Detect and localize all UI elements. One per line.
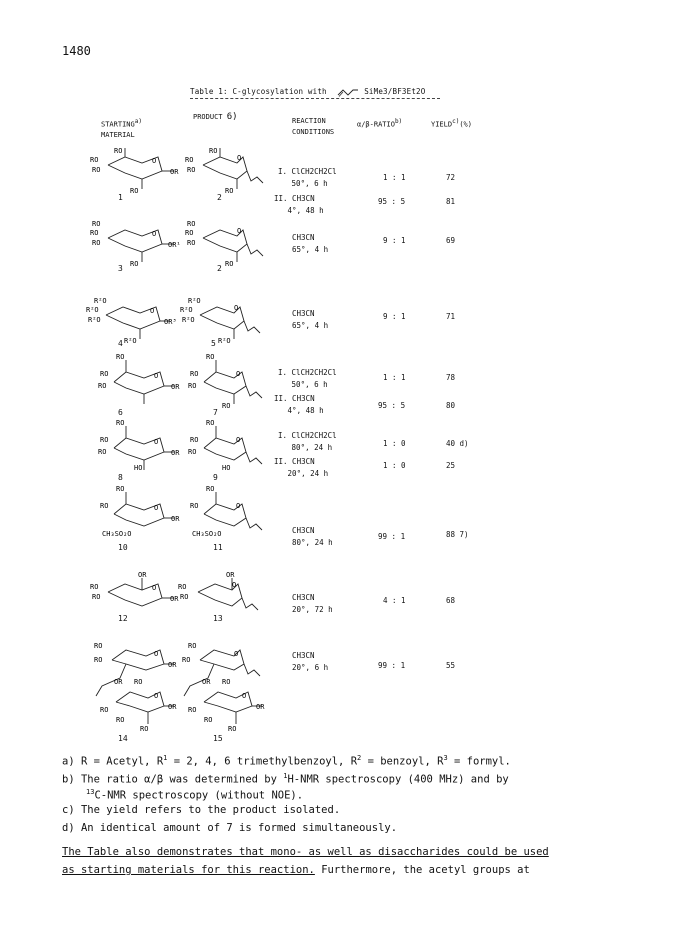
svg-text:O: O xyxy=(154,692,159,700)
caption-divider xyxy=(190,98,440,99)
svg-text:O: O xyxy=(236,370,241,378)
header-ratio: α/β-RATIO$^{b)}$ xyxy=(357,118,403,129)
svg-text:RO: RO xyxy=(94,656,103,664)
svg-text:O: O xyxy=(150,307,155,315)
svg-text:RO: RO xyxy=(222,402,231,409)
svg-text:RO: RO xyxy=(206,354,215,361)
svg-text:RO: RO xyxy=(134,678,143,686)
compound-number: 9 xyxy=(213,473,218,482)
svg-text:OR: OR xyxy=(171,383,180,391)
compound-number: 2 xyxy=(217,193,222,202)
footnote-b-cont: $^{13}$C-NMR spectroscopy (without NOE). xyxy=(86,788,304,802)
svg-text:RO: RO xyxy=(190,436,199,444)
svg-text:RO: RO xyxy=(180,593,189,601)
conditions-cell: II. CH3CN 4°, 48 h xyxy=(274,394,324,415)
svg-text:RO: RO xyxy=(182,656,191,664)
footnote-d: d) An identical amount of 7 is formed simultaneously. xyxy=(62,822,398,834)
conditions-cell: CH3CN 65°, 4 h xyxy=(292,233,329,254)
svg-text:RO: RO xyxy=(116,716,125,724)
svg-text:OR: OR xyxy=(168,703,177,711)
header-yield: YIELD$^{c)}$(%) xyxy=(431,118,472,129)
svg-text:O: O xyxy=(237,227,242,235)
compound-number: 4 xyxy=(118,339,123,348)
svg-text:O: O xyxy=(236,436,241,444)
conditions-cell: II. CH3CN 20°, 24 h xyxy=(274,457,329,478)
svg-text:OR: OR xyxy=(226,572,235,579)
svg-text:RO: RO xyxy=(188,448,197,456)
svg-text:OR: OR xyxy=(171,515,180,523)
svg-text:R²O: R²O xyxy=(182,316,195,324)
svg-text:RO: RO xyxy=(190,370,199,378)
svg-text:O: O xyxy=(242,692,247,700)
svg-text:O: O xyxy=(236,502,241,510)
compound-number: 7 xyxy=(213,408,218,417)
svg-text:RO: RO xyxy=(100,706,109,714)
svg-text:RO: RO xyxy=(185,229,194,237)
svg-text:O: O xyxy=(234,650,239,658)
structure-starting-10 xyxy=(96,486,186,538)
ratio-cell: 1 : 1 xyxy=(383,373,406,382)
yield-cell: 69 xyxy=(446,236,456,245)
ratio-cell: 1 : 1 xyxy=(383,173,406,182)
svg-text:RO: RO xyxy=(222,678,231,686)
yield-cell: 78 xyxy=(446,373,456,382)
yield-cell: 72 xyxy=(446,173,456,182)
svg-text:RO: RO xyxy=(116,420,125,427)
ratio-cell: 4 : 1 xyxy=(383,596,406,605)
compound-number: 11 xyxy=(213,543,223,552)
svg-text:O: O xyxy=(152,157,157,165)
structure-product-2 xyxy=(185,145,265,193)
yield-cell: 81 xyxy=(446,197,456,206)
svg-text:OR: OR xyxy=(171,449,180,457)
svg-text:RO: RO xyxy=(187,239,196,247)
svg-text:RO: RO xyxy=(100,502,109,510)
svg-text:OR¹: OR¹ xyxy=(168,241,181,249)
ratio-cell: 1 : 0 xyxy=(383,461,406,470)
svg-text:RO: RO xyxy=(90,156,99,164)
svg-text:RO: RO xyxy=(92,220,101,228)
yield-cell: 80 xyxy=(446,401,456,410)
compound-number: 10 xyxy=(118,543,128,552)
table-caption xyxy=(190,87,426,97)
svg-text:RO: RO xyxy=(92,239,101,247)
svg-text:R²O: R²O xyxy=(188,297,201,305)
compound-number: 13 xyxy=(213,614,223,623)
ratio-cell: 9 : 1 xyxy=(383,312,406,321)
svg-text:RO: RO xyxy=(178,583,187,591)
footnote-a: a) R = Acetyl, $R^1 = 2$, 4, 6 trimethylbenzoyl, $R^2$ = benzoyl, $R^3$ = formyl. xyxy=(62,754,511,768)
svg-text:RO: RO xyxy=(187,166,196,174)
conditions-cell: CH3CN 65°, 4 h xyxy=(292,309,329,330)
structure-product-15 xyxy=(178,640,273,732)
compound-number: 15 xyxy=(213,734,223,743)
header-starting-material: STARTING$^{a)}$ MATERIAL xyxy=(101,118,142,140)
conditions-cell: CH3CN 20°, 72 h xyxy=(292,593,333,614)
svg-text:O: O xyxy=(154,372,159,380)
structure-starting-6 xyxy=(96,354,186,404)
ratio-cell: 95 : 5 xyxy=(378,401,406,410)
table-caption-reagent: SiMe3/BF3Et2O xyxy=(364,87,426,96)
header-product: PRODUCT 6) xyxy=(193,112,238,122)
structure-starting-1 xyxy=(90,145,185,193)
allyl-reagent-icon xyxy=(337,87,359,97)
svg-text:RO: RO xyxy=(140,725,149,732)
svg-text:O: O xyxy=(154,650,159,658)
footnote-b: b) The ratio α/β was determined by $^1$H-NMR spectroscopy (400 MHz) and by xyxy=(62,772,509,786)
svg-text:OR³: OR³ xyxy=(164,318,177,326)
yield-cell: 68 xyxy=(446,596,456,605)
svg-text:OR: OR xyxy=(168,661,177,669)
svg-text:CH₃SO₂O: CH₃SO₂O xyxy=(102,530,132,538)
structure-starting-14 xyxy=(90,640,185,732)
compound-number: 12 xyxy=(118,614,128,623)
svg-text:RO: RO xyxy=(90,229,99,237)
yield-cell: 40 d) xyxy=(446,439,469,448)
svg-text:RO: RO xyxy=(188,382,197,390)
svg-text:O: O xyxy=(152,584,157,592)
yield-cell: 25 xyxy=(446,461,456,470)
svg-text:RO: RO xyxy=(90,583,99,591)
svg-text:OR: OR xyxy=(256,703,265,711)
footnote-c: c) The yield refers to the product isolated. xyxy=(62,804,341,816)
svg-text:RO: RO xyxy=(100,436,109,444)
svg-text:RO: RO xyxy=(225,187,234,193)
svg-text:O: O xyxy=(154,438,159,446)
compound-number: 8 xyxy=(118,473,123,482)
conditions-cell: I. ClCH2CH2Cl 80°, 24 h xyxy=(278,431,337,452)
svg-text:RO: RO xyxy=(228,725,237,732)
svg-text:RO: RO xyxy=(187,220,196,228)
table-caption-text: Table 1: C-glycosylation with xyxy=(190,87,327,96)
structure-starting-12 xyxy=(90,572,185,620)
svg-text:R²O: R²O xyxy=(180,306,193,314)
yield-cell: 71 xyxy=(446,312,456,321)
ratio-cell: 99 : 1 xyxy=(378,532,406,541)
structure-product-11 xyxy=(186,486,271,538)
svg-text:RO: RO xyxy=(100,370,109,378)
svg-text:RO: RO xyxy=(190,502,199,510)
svg-text:R²O: R²O xyxy=(94,297,107,305)
compound-number: 2 xyxy=(217,264,222,273)
structure-product-5 xyxy=(180,295,265,345)
structure-product-2b xyxy=(185,218,265,266)
svg-text:RO: RO xyxy=(98,382,107,390)
structure-product-13 xyxy=(178,572,268,620)
conditions-cell: CH3CN 80°, 24 h xyxy=(292,526,333,547)
yield-cell: 55 xyxy=(446,661,456,670)
svg-text:RO: RO xyxy=(94,642,103,650)
svg-text:CH₃SO₂O: CH₃SO₂O xyxy=(192,530,222,538)
compound-number: 14 xyxy=(118,734,128,743)
svg-text:RO: RO xyxy=(114,147,123,155)
ratio-cell: 9 : 1 xyxy=(383,236,406,245)
svg-text:RO: RO xyxy=(130,187,139,193)
page-number: 1480 xyxy=(62,44,91,58)
svg-text:RO: RO xyxy=(92,166,101,174)
header-conditions: REACTION CONDITIONS xyxy=(292,117,335,136)
svg-text:RO: RO xyxy=(116,486,125,493)
svg-text:RO: RO xyxy=(185,156,194,164)
svg-text:RO: RO xyxy=(209,147,218,155)
conditions-cell: I. ClCH2CH2Cl 50°, 6 h xyxy=(278,167,337,188)
svg-text:RO: RO xyxy=(130,260,139,266)
compound-number: 5 xyxy=(211,339,216,348)
svg-text:OR: OR xyxy=(138,572,147,579)
ratio-cell: 99 : 1 xyxy=(378,661,406,670)
svg-text:RO: RO xyxy=(204,716,213,724)
structure-product-9 xyxy=(186,420,271,470)
svg-text:RO: RO xyxy=(188,642,197,650)
conditions-cell: I. ClCH2CH2Cl 50°, 6 h xyxy=(278,368,337,389)
paragraph-line-1: The Table also demonstrates that mono- as well as disaccharides could be used xyxy=(62,846,549,858)
conditions-cell: CH3CN 20°, 6 h xyxy=(292,651,329,672)
svg-text:O: O xyxy=(232,581,237,589)
svg-text:O: O xyxy=(234,304,239,312)
svg-text:HO: HO xyxy=(222,464,231,470)
svg-text:RO: RO xyxy=(116,354,125,361)
svg-text:RO: RO xyxy=(188,706,197,714)
svg-text:O: O xyxy=(154,504,159,512)
svg-text:R²O: R²O xyxy=(218,337,231,345)
ratio-cell: 1 : 0 xyxy=(383,439,406,448)
svg-text:HO: HO xyxy=(134,464,143,470)
svg-text:RO: RO xyxy=(92,593,101,601)
svg-text:RO: RO xyxy=(98,448,107,456)
structure-starting-8 xyxy=(96,420,186,470)
svg-text:RO: RO xyxy=(206,486,215,493)
paragraph-line-2: as starting materials for this reaction. Furthermore, the acetyl groups at xyxy=(62,864,530,876)
svg-text:R²O: R²O xyxy=(88,316,101,324)
svg-text:O: O xyxy=(237,154,242,162)
svg-text:RO: RO xyxy=(206,420,215,427)
svg-text:OR: OR xyxy=(114,678,123,686)
compound-number: 6 xyxy=(118,408,123,417)
svg-text:RO: RO xyxy=(225,260,234,266)
yield-cell: 88 7) xyxy=(446,530,469,539)
structure-product-7 xyxy=(186,354,271,409)
structure-starting-3 xyxy=(90,218,185,266)
svg-text:R²O: R²O xyxy=(86,306,99,314)
compound-number: 3 xyxy=(118,264,123,273)
svg-text:O: O xyxy=(152,230,157,238)
svg-text:OR: OR xyxy=(202,678,211,686)
conditions-cell: II. CH3CN 4°, 48 h xyxy=(274,194,324,215)
compound-number: 1 xyxy=(118,193,123,202)
svg-text:OR: OR xyxy=(170,595,179,603)
svg-text:R²O: R²O xyxy=(124,337,137,345)
svg-text:OR: OR xyxy=(170,168,179,176)
structure-starting-4 xyxy=(86,295,181,345)
ratio-cell: 95 : 5 xyxy=(378,197,406,206)
